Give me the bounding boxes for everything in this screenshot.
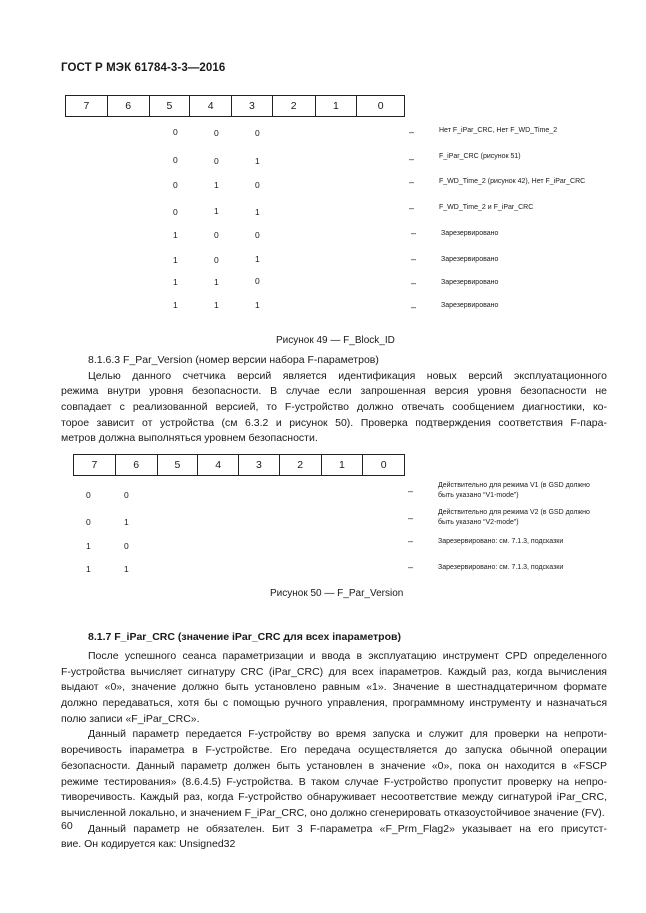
fig50-bit-5: 5 xyxy=(158,455,199,475)
fig49-value: 1 xyxy=(173,277,178,287)
fig50-description-line1: Действительно для режима V2 (в GSD должно xyxy=(438,509,590,516)
fig49-dash: – xyxy=(411,302,417,312)
fig50-dash: – xyxy=(408,486,414,496)
fig50-description: Зарезервировано: см. 7.1.3, подсказки xyxy=(438,538,564,545)
fig49-description: F_iPar_CRC (рисунок 51) xyxy=(439,153,521,160)
fig49-value: 0 xyxy=(255,128,260,138)
section-8163 xyxy=(61,353,607,447)
paragraph-line: вие. Он кодируется как: Unsigned32 xyxy=(61,838,236,851)
fig50-bit-6: 6 xyxy=(116,455,158,475)
fig50-value: 1 xyxy=(86,541,91,551)
fig50-bit-1: 1 xyxy=(322,455,364,475)
fig49-value: 1 xyxy=(214,277,219,287)
fig49-value: 0 xyxy=(255,180,260,190)
fig49-bit-4: 4 xyxy=(190,96,232,116)
paragraph-line: тиворечивость. Каждый раз, когда F-устройство обнаруживает несоответствие между сигнатурой iPar_CRC, xyxy=(61,791,607,804)
fig49-dash: – xyxy=(411,254,417,264)
fig50-value: 1 xyxy=(86,564,91,574)
fig49-value: 1 xyxy=(255,254,260,264)
fig49-description: Зарезервировано xyxy=(441,230,499,237)
fig49-dash: – xyxy=(411,278,417,288)
fig49-bit-0: 0 xyxy=(377,100,384,112)
fig49-value: 0 xyxy=(173,127,178,137)
fig50-value: 0 xyxy=(86,517,91,527)
fig49-description: Нет F_iPar_CRC, Нет F_WD_Time_2 xyxy=(439,127,558,134)
paragraph-line: воречивость iпараметра в F-устройстве. Его передача осуществляется до запуска обычной операции xyxy=(61,744,607,757)
fig49-value: 1 xyxy=(214,300,219,310)
paragraph-line: совпадает с реализованной версией, то F-устройство должно отвечать сообщением диагностики, ко- xyxy=(61,401,607,414)
fig49-bit-6: 6 xyxy=(108,96,150,116)
figure-49-caption: Рисунок 49 — F_Block_ID xyxy=(276,335,395,346)
paragraph-line: режиме тестирования» (8.6.4.5) F-устройства. В таком случае F-устройство пропустит проверку на непро- xyxy=(61,775,607,788)
paragraph-line: Данный параметр передается F-устройству во время запуска и служит для проверки на непроти- xyxy=(88,728,607,741)
fig49-value: 0 xyxy=(214,156,219,166)
fig50-description-line2: быть указано “V2-mode”) xyxy=(438,519,519,526)
fig49-bit-1: 1 xyxy=(316,96,358,116)
section-8163-heading: 8.1.6.3 F_Par_Version (номер версии набора F-параметров) xyxy=(88,354,379,366)
section-817-heading: 8.1.7 F_iPar_CRC (значение iPar_CRC для всех iпараметров) xyxy=(88,631,401,643)
fig49-value: 1 xyxy=(214,206,219,216)
fig49-value: 0 xyxy=(255,276,260,286)
fig49-value: 0 xyxy=(214,128,219,138)
fig49-dash: – xyxy=(409,177,415,187)
paragraph-line: выдают «0», значение должно быть установлено равным «1». Значение в шестнадцатеричном формате xyxy=(61,681,607,694)
paragraph-line: торое зависит от устройства (см 6.3.2 и рисунок 50). Проверка подтверждения соответствия F-пара- xyxy=(61,416,607,429)
fig49-bit-5: 5 xyxy=(150,96,191,116)
fig50-value: 1 xyxy=(124,517,129,527)
document-header: ГОСТ Р МЭК 61784-3-3—2016 xyxy=(61,62,226,74)
fig50-description-line1: Действительно для режима V1 (в GSD должно xyxy=(438,482,590,489)
fig49-value: 1 xyxy=(173,300,178,310)
fig50-dash: – xyxy=(408,562,414,572)
fig50-description-line2: быть указано “V1-mode”) xyxy=(438,492,519,499)
fig50-bit-3: 3 xyxy=(239,455,280,475)
fig49-dash: – xyxy=(409,127,415,137)
fig49-value: 0 xyxy=(173,180,178,190)
fig49-value: 1 xyxy=(255,300,260,310)
fig50-bit-7: 7 xyxy=(74,455,116,475)
fig50-bit-0: 0 xyxy=(380,459,387,471)
fig49-dash: – xyxy=(409,154,415,164)
paragraph-line: вычисленной локально, и значением F_iPar_CRC, оно должно сгенерировать отказоустойчивое значение (FV). xyxy=(61,806,605,819)
fig50-dash: – xyxy=(408,513,414,523)
fig49-value: 1 xyxy=(255,207,260,217)
fig49-dash: – xyxy=(411,228,417,238)
fig49-bit-header xyxy=(65,95,405,117)
fig50-value: 0 xyxy=(86,490,91,500)
fig50-bit-header xyxy=(73,454,405,476)
fig50-bit-2: 2 xyxy=(280,455,322,475)
fig49-value: 1 xyxy=(173,230,178,240)
fig50-value: 0 xyxy=(124,541,129,551)
fig50-bit-4: 4 xyxy=(198,455,239,475)
paragraph-line: После успешного сеанса параметризации и ввода в эксплуатацию инструмент CPD определенного xyxy=(88,650,607,662)
fig50-value: 1 xyxy=(124,564,129,574)
fig49-value: 0 xyxy=(173,155,178,165)
fig49-value: 1 xyxy=(214,180,219,190)
fig49-dash: – xyxy=(409,203,415,213)
fig49-bit-7: 7 xyxy=(66,96,108,116)
paragraph-line: Данный параметр не обязателен. Бит 3 F-параметра «F_Prm_Flag2» указывает на его присутст- xyxy=(88,822,607,835)
fig49-description: F_WD_Time_2 (рисунок 42), Нет F_iPar_CRC xyxy=(439,178,586,185)
paragraph-line: F-устройства вычисляет сигнатуру CRC (iPar_CRC) для всех iпараметров. Каждый раз, когда вычисления xyxy=(61,665,607,678)
fig49-description: F_WD_Time_2 и F_iPar_CRC xyxy=(439,204,534,211)
paragraph-line: Целью данного счетчика версий является идентификация новых версий эксплуатационного xyxy=(88,369,607,382)
paragraph-line: метров должна выполняться уровнем безопасности. xyxy=(61,432,318,445)
paragraph-line: режима внутри уровня безопасности. В случае если запрошенная версия уровня безопасности не xyxy=(61,385,607,398)
section-817-body xyxy=(61,649,607,853)
fig49-value: 0 xyxy=(214,255,219,265)
fig49-description: Зарезервировано xyxy=(441,302,499,309)
fig49-value: 1 xyxy=(173,255,178,265)
fig50-description: Зарезервировано: см. 7.1.3, подсказки xyxy=(438,564,564,571)
fig49-value: 0 xyxy=(173,207,178,217)
fig49-description: Зарезервировано xyxy=(441,279,499,286)
page-number: 60 xyxy=(61,820,73,832)
fig49-value: 0 xyxy=(255,230,260,240)
fig50-value: 0 xyxy=(124,490,129,500)
fig49-value: 0 xyxy=(214,230,219,240)
fig50-dash: – xyxy=(408,536,414,546)
paragraph-line: полю записи «F_iPar_CRC». xyxy=(61,712,200,725)
fig49-value: 1 xyxy=(255,156,260,166)
paragraph-line: безопасности. Данный параметр должен быть установлен в значение «0», пока он находится в «FSCP xyxy=(61,759,607,772)
fig49-bit-3: 3 xyxy=(232,96,273,116)
figure-50-caption: Рисунок 50 — F_Par_Version xyxy=(270,588,404,599)
paragraph-line: должно передаваться, хотя бы с помощью ручного управления, программному инструменту и назначаться xyxy=(61,697,607,710)
fig49-bit-2: 2 xyxy=(273,96,316,116)
fig49-description: Зарезервировано xyxy=(441,256,499,263)
